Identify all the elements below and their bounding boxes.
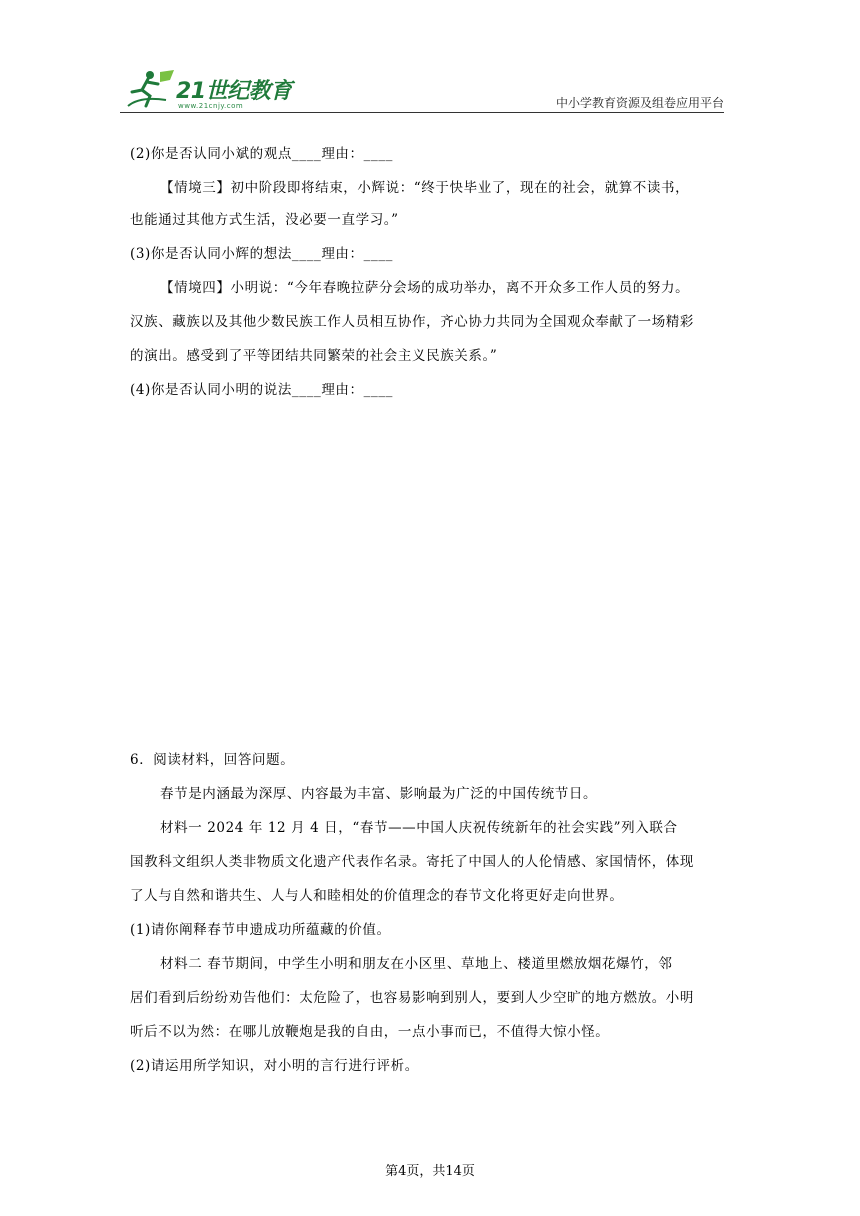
scenario-4-line-1: 【情境四】小明说：“今年春晚拉萨分会场的成功举办，离不开众多工作人员的努力。 [160,280,690,296]
question-6-2-prompt: (2)请运用所学知识，对小明的言行进行评析。 [130,1058,419,1074]
material-2-line-2: 居们看到后纷纷劝告他们：太危险了，也容易影响到别人，要到人少空旷的地方燃放。小明 [130,990,694,1006]
intro-paragraph: 春节是内涵最为深厚、内容最为丰富、影响最为广泛的中国传统节日。 [160,786,598,802]
material-1-line-1: 材料一 2024 年 12 月 4 日，“春节——中国人庆祝传统新年的社会实践”列入联合 [160,820,678,836]
header-tagline: 中小学教育资源及组卷应用平台 [555,96,724,110]
material-2-line-1: 材料二 春节期间，中学生小明和朋友在小区里、草地上、楼道里燃放烟花爆竹，邻 [160,956,673,972]
question-3-prompt: (3)你是否认同小辉的想法____理由：____ [130,246,394,262]
scenario-4-line-2: 汉族、藏族以及其他少数民族工作人员相互协作，齐心协力共同为全国观众奉献了一场精彩 [130,314,694,330]
question-4-prompt: (4)你是否认同小明的说法____理由：____ [130,382,394,398]
logo-url: www.21cnjy.com [178,102,244,110]
runner-logo-icon [120,66,180,114]
question-6-1-prompt: (1)请你阐释春节申遗成功所蕴藏的价值。 [130,922,391,938]
site-logo [120,66,292,114]
header-divider [120,112,724,113]
question-2-prompt: (2)你是否认同小斌的观点____理由：____ [130,146,394,162]
question-6-title: 6．阅读材料，回答问题。 [130,752,295,768]
scenario-3-line-2: 也能通过其他方式生活，没必要一直学习。” [130,212,399,228]
scenario-3-line-1: 【情境三】初中阶段即将结束，小辉说：“终于快毕业了，现在的社会，就算不读书， [160,180,690,196]
page-header [120,66,724,114]
material-1-line-3: 了人与自然和谐共生、人与人和睦相处的价值理念的春节文化将更好走向世界。 [130,888,624,904]
scenario-4-line-3: 的演出。感受到了平等团结共同繁荣的社会主义民族关系。” [130,348,498,364]
material-2-line-3: 听后不以为然：在哪儿放鞭炮是我的自由，一点小事而已，不值得大惊小怪。 [130,1024,610,1040]
page-number: 第4页，共14页 [385,1164,475,1179]
material-1-line-2: 国教科文组织人类非物质文化遗产代表作名录。寄托了中国人的人伦情感、家国情怀，体现 [130,854,694,870]
logo-text: 21世纪教育 [176,79,292,104]
